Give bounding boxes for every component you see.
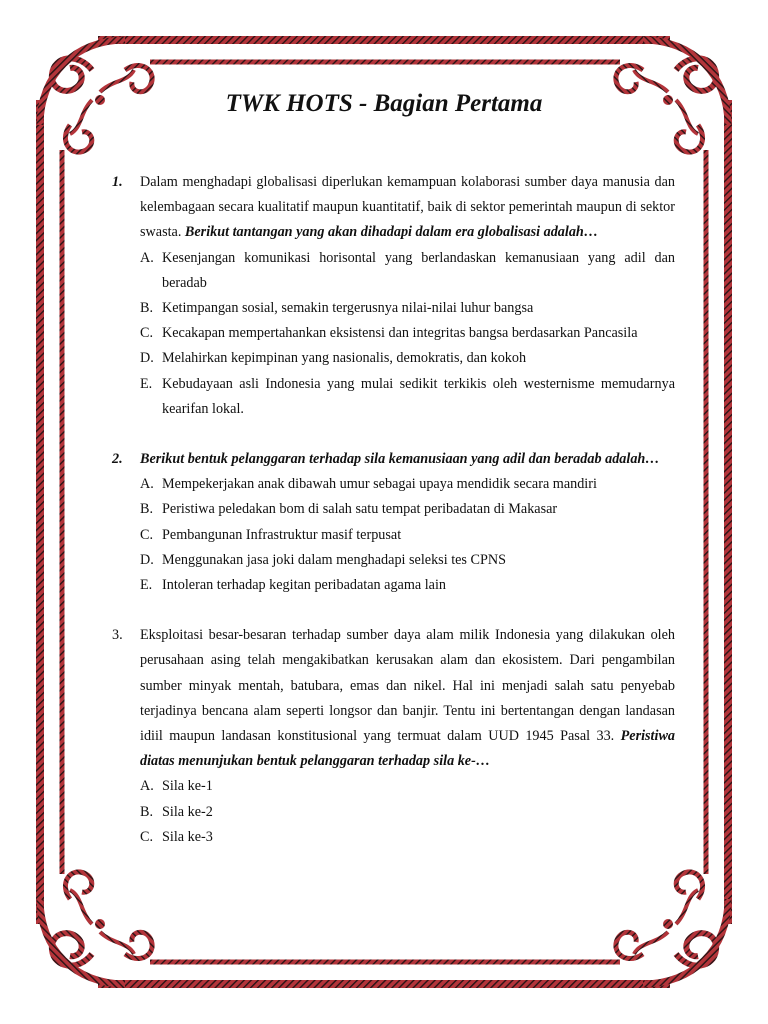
option-d[interactable] xyxy=(140,548,675,573)
question-prompt: Berikut bentuk pelanggaran terhadap sila kemanusiaan yang adil dan beradab adalah… xyxy=(140,451,660,468)
option-list xyxy=(112,246,675,422)
option-text: Sila ke-2 xyxy=(162,803,213,820)
option-list xyxy=(112,774,675,850)
question-text xyxy=(140,447,675,472)
option-letter: C. xyxy=(140,526,154,543)
option-c[interactable] xyxy=(140,523,675,548)
option-letter: C. xyxy=(140,325,154,342)
option-e[interactable] xyxy=(140,372,675,422)
option-list xyxy=(112,472,675,598)
option-letter: A. xyxy=(140,778,154,795)
option-a[interactable] xyxy=(140,246,675,296)
option-e[interactable] xyxy=(140,573,675,598)
option-text: Sila ke-3 xyxy=(162,828,213,845)
question-text xyxy=(140,623,675,774)
option-text: Melahirkan kepimpinan yang nasionalis, demokratis, dan kokoh xyxy=(162,350,527,367)
question-3 xyxy=(112,623,675,850)
option-c[interactable] xyxy=(140,825,675,850)
option-letter: E. xyxy=(140,577,153,594)
option-d[interactable] xyxy=(140,346,675,371)
option-text: Sila ke-1 xyxy=(162,778,213,795)
question-number: 1. xyxy=(112,174,123,190)
question-list xyxy=(112,170,675,875)
option-letter: A. xyxy=(140,249,154,266)
page-title: TWK HOTS - Bagian Pertama xyxy=(225,90,543,117)
option-a[interactable] xyxy=(140,472,675,497)
question-stem: Dalam menghadapi globalisasi diperlukan kemampuan kolaborasi sumber daya manusia dan kelembagaan secara kualitatif maupun kuantitatif, baik di sektor pemerintah maupun di sektor swasta. xyxy=(140,174,675,241)
question-number: 2. xyxy=(112,451,123,468)
option-text: Intoleran terhadap kegitan peribadatan agama lain xyxy=(162,577,447,594)
option-text: Ketimpangan sosial, semakin tergerusnya nilai-nilai luhur bangsa xyxy=(162,300,534,317)
option-letter: D. xyxy=(140,350,154,367)
option-b[interactable] xyxy=(140,497,675,522)
option-letter: B. xyxy=(140,501,154,518)
option-b[interactable] xyxy=(140,800,675,825)
question-prompt: Peristiwa diatas menunjukan bentuk pelanggaran terhadap sila ke-… xyxy=(140,728,675,770)
option-letter: B. xyxy=(140,803,154,820)
option-b[interactable] xyxy=(140,296,675,321)
option-letter: D. xyxy=(140,551,154,568)
option-c[interactable] xyxy=(140,321,675,346)
question-number: 3. xyxy=(112,627,123,644)
option-letter: B. xyxy=(140,300,154,317)
option-text: Kecakapan mempertahankan eksistensi dan integritas bangsa berdasarkan Pancasila xyxy=(162,325,638,342)
option-text: Pembangunan Infrastruktur masif terpusat xyxy=(162,526,402,543)
question-2 xyxy=(112,447,675,598)
question-stem: Eksploitasi besar-besaran terhadap sumber daya alam milik Indonesia yang dilakukan oleh perusahaan asing telah mengakibatkan kerusakan alam dan ekosistem. Dari pengambilan sumber minyak mentah, batubara, emas dan nikel. Hal ini menjadi salah satu penyebab terjadinya bencana alam seperti longsor dan banjir. Tentu ini bertentangan dengan landasan idiil maupun landasan konstitusional yang termuat dalam UUD 1945 Pasal 33. xyxy=(140,627,675,745)
option-letter: E. xyxy=(140,375,153,392)
option-text: Menggunakan jasa joki dalam menghadapi seleksi tes CPNS xyxy=(162,551,506,568)
option-letter: A. xyxy=(140,476,154,493)
option-text: Kesenjangan komunikasi horisontal yang berlandaskan kemanusiaan yang adil dan beradab xyxy=(162,249,675,291)
question-1 xyxy=(112,170,675,422)
option-text: Peristiwa peledakan bom di salah satu tempat peribadatan di Makasar xyxy=(162,501,558,518)
option-text: Kebudayaan asli Indonesia yang mulai sedikit terkikis oleh westernisme memudarnya kearifan lokal. xyxy=(162,375,675,417)
option-a[interactable] xyxy=(140,774,675,799)
option-text: Mempekerjakan anak dibawah umur sebagai upaya mendidik secara mandiri xyxy=(162,476,597,493)
question-text xyxy=(140,170,675,246)
question-prompt: Berikut tantangan yang akan dihadapi dalam era globalisasi adalah… xyxy=(184,224,599,241)
option-letter: C. xyxy=(140,828,154,845)
